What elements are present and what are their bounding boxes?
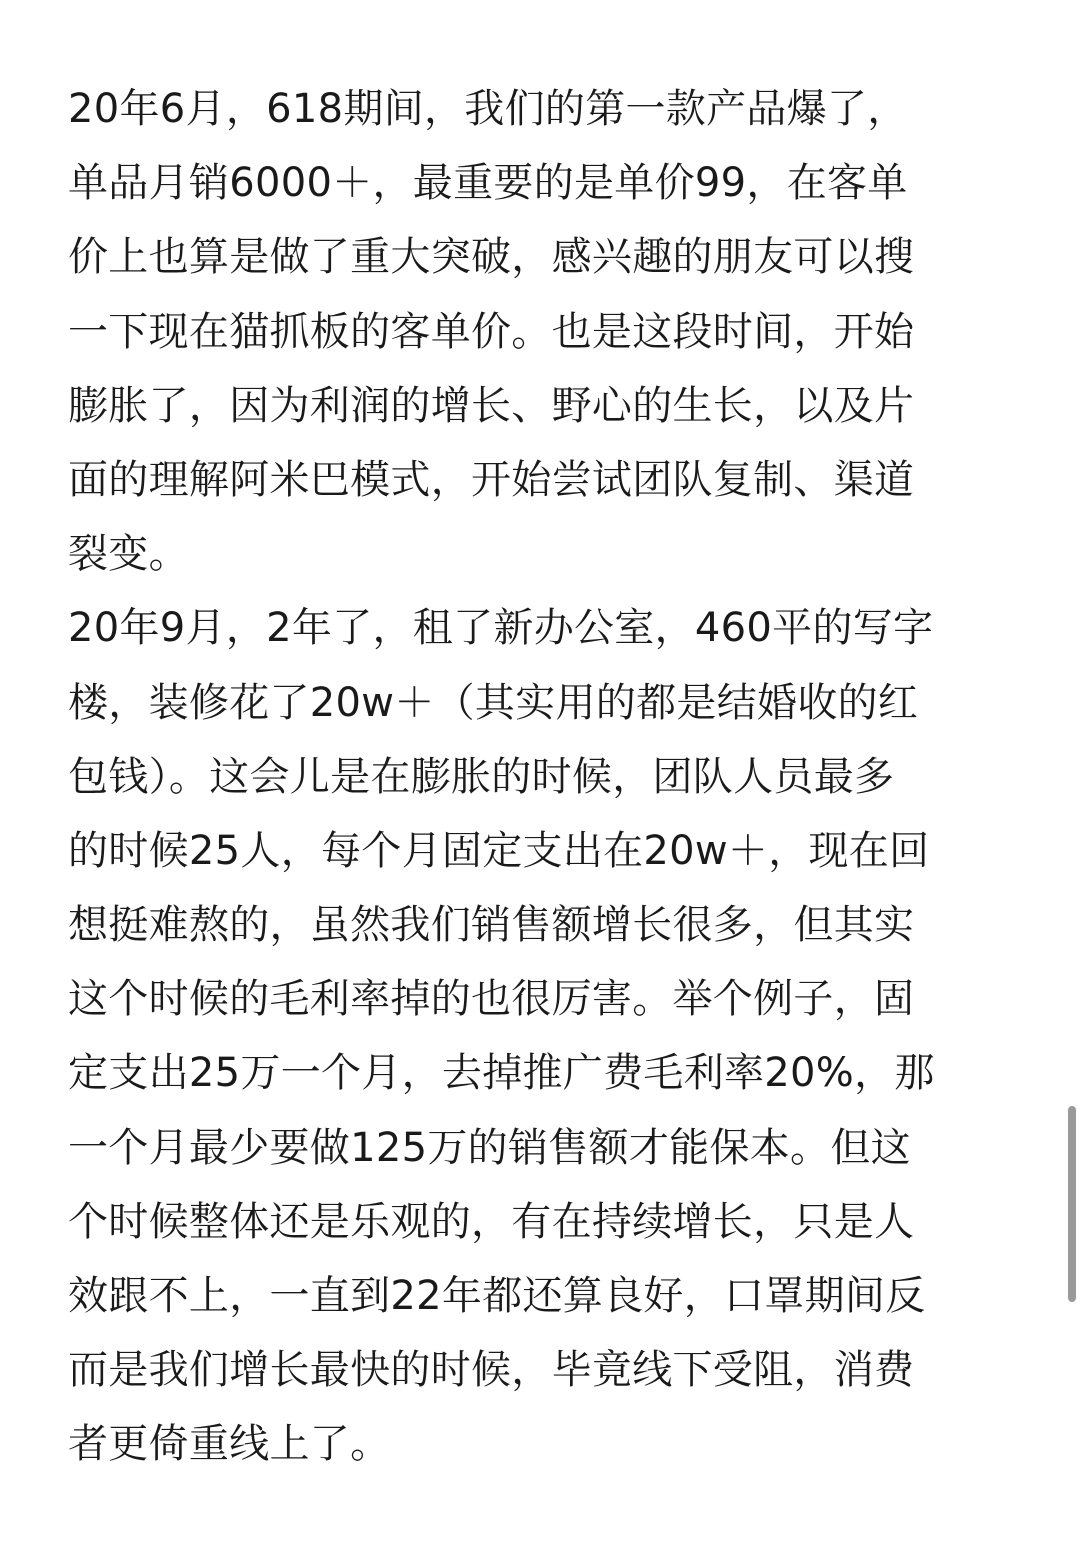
text-line: 这个时候的毛利率掉的也很厉害。举个例子，固 — [68, 976, 915, 1023]
text-line: 者更倚重线上了。 — [68, 1421, 391, 1468]
text-line: 价上也算是做了重大突破，感兴趣的朋友可以搜 — [68, 234, 915, 281]
text-line: 20年6月，618期间，我们的第一款产品爆了， — [68, 86, 908, 132]
text-line: 楼，装修花了20w＋（其实用的都是结婚收的红 — [68, 679, 919, 726]
text-line: 一下现在猫抓板的客单价。也是这段时间，开始 — [68, 308, 915, 355]
text-line: 想挺难熬的，虽然我们销售额增长很多，但其实 — [68, 902, 915, 949]
text-line: 而是我们增长最快的时候，毕竟线下受阻，消费 — [68, 1347, 915, 1394]
text-line: 个时候整体还是乐观的，有在持续增长，只是人 — [68, 1198, 915, 1245]
article-body — [68, 72, 1012, 1482]
text-line: 包钱）。这会儿是在膨胀的时候，团队人员最多 — [68, 753, 895, 800]
text-line: 的时候25人，每个月固定支出在20w＋，现在回 — [68, 827, 930, 874]
text-line: 一个月最少要做125万的销售额才能保本。但这 — [68, 1124, 911, 1171]
text-line: 裂变。 — [68, 531, 189, 578]
text-line: 效跟不上，一直到22年都还算良好，口罩期间反 — [68, 1273, 926, 1319]
text-line: 单品月销6000＋，最重要的是单价99，在客单 — [68, 160, 908, 207]
text-line: 20年9月，2年了，租了新办公室，460平的写字 — [68, 605, 934, 652]
text-line: 膨胀了，因为利润的增长、野心的生长，以及片 — [68, 382, 915, 429]
text-line: 定支出25万一个月，去掉推广费毛利率20%，那 — [68, 1050, 935, 1097]
text-line: 面的理解阿米巴模式，开始尝试团队复制、渠道 — [68, 456, 915, 503]
scrollbar-thumb[interactable] — [1068, 1106, 1076, 1302]
